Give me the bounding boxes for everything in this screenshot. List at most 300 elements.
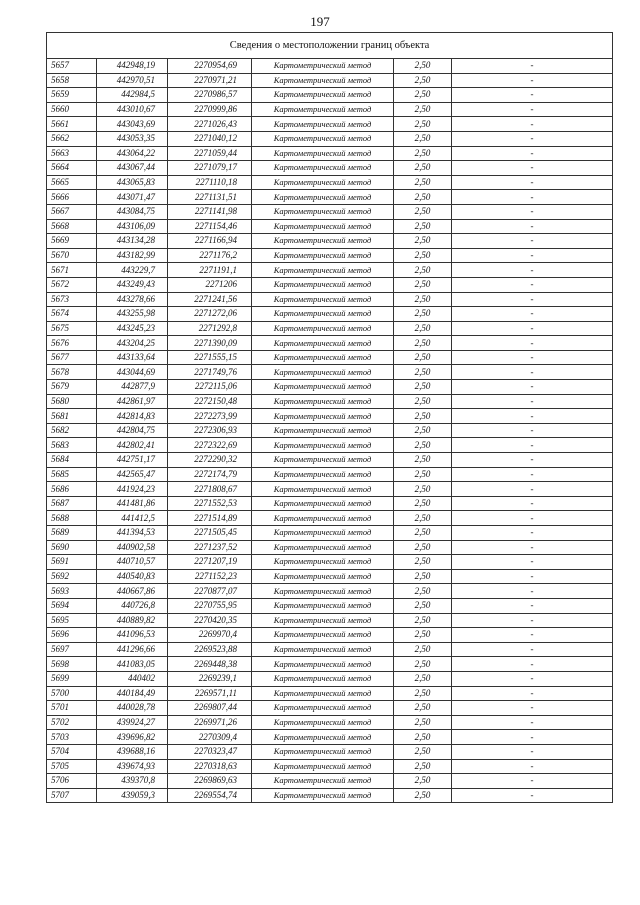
point-number-cell: 5691: [47, 555, 97, 570]
y-coordinate-cell: 2269554,74: [168, 788, 252, 803]
y-coordinate-cell: 2271241,56: [168, 292, 252, 307]
y-coordinate-cell: 2271141,98: [168, 204, 252, 219]
method-cell: Картометрический метод: [252, 423, 394, 438]
y-coordinate-cell: 2269523,88: [168, 642, 252, 657]
y-coordinate-cell: 2270999,86: [168, 102, 252, 117]
table-row: [47, 628, 613, 643]
x-coordinate-cell: 440540,83: [97, 569, 168, 584]
y-coordinate-cell: 2270877,07: [168, 584, 252, 599]
x-coordinate-cell: 443204,25: [97, 336, 168, 351]
accuracy-cell: 2,50: [394, 423, 452, 438]
method-cell: Картометрический метод: [252, 190, 394, 205]
x-coordinate-cell: 440902,58: [97, 540, 168, 555]
accuracy-cell: 2,50: [394, 584, 452, 599]
table-row: [47, 219, 613, 234]
description-cell: -: [452, 394, 613, 409]
method-cell: Картометрический метод: [252, 701, 394, 716]
table-row: [47, 555, 613, 570]
y-coordinate-cell: 2271176,2: [168, 248, 252, 263]
y-coordinate-cell: 2270755,95: [168, 598, 252, 613]
point-number-cell: 5660: [47, 102, 97, 117]
y-coordinate-cell: 2272150,48: [168, 394, 252, 409]
method-cell: Картометрический метод: [252, 788, 394, 803]
method-cell: Картометрический метод: [252, 482, 394, 497]
table-row: [47, 496, 613, 511]
method-cell: Картометрический метод: [252, 730, 394, 745]
point-number-cell: 5677: [47, 350, 97, 365]
point-number-cell: 5675: [47, 321, 97, 336]
y-coordinate-cell: 2271131,51: [168, 190, 252, 205]
point-number-cell: 5662: [47, 131, 97, 146]
y-coordinate-cell: 2271272,06: [168, 307, 252, 322]
description-cell: -: [452, 526, 613, 541]
description-cell: -: [452, 701, 613, 716]
description-cell: -: [452, 788, 613, 803]
y-coordinate-cell: 2271040,12: [168, 131, 252, 146]
method-cell: Картометрический метод: [252, 307, 394, 322]
method-cell: Картометрический метод: [252, 146, 394, 161]
description-cell: -: [452, 321, 613, 336]
accuracy-cell: 2,50: [394, 540, 452, 555]
x-coordinate-cell: 439688,16: [97, 744, 168, 759]
point-number-cell: 5687: [47, 496, 97, 511]
description-cell: -: [452, 423, 613, 438]
y-coordinate-cell: 2272306,93: [168, 423, 252, 438]
point-number-cell: 5706: [47, 774, 97, 789]
accuracy-cell: 2,50: [394, 598, 452, 613]
description-cell: -: [452, 307, 613, 322]
method-cell: Картометрический метод: [252, 394, 394, 409]
method-cell: Картометрический метод: [252, 365, 394, 380]
y-coordinate-cell: 2269571,11: [168, 686, 252, 701]
point-number-cell: 5704: [47, 744, 97, 759]
description-cell: -: [452, 759, 613, 774]
description-cell: -: [452, 336, 613, 351]
table-row: [47, 759, 613, 774]
method-cell: Картометрический метод: [252, 628, 394, 643]
x-coordinate-cell: 443053,35: [97, 131, 168, 146]
x-coordinate-cell: 441924,23: [97, 482, 168, 497]
x-coordinate-cell: 443255,98: [97, 307, 168, 322]
y-coordinate-cell: 2271237,52: [168, 540, 252, 555]
method-cell: Картометрический метод: [252, 453, 394, 468]
accuracy-cell: 2,50: [394, 788, 452, 803]
point-number-cell: 5694: [47, 598, 97, 613]
method-cell: Картометрический метод: [252, 248, 394, 263]
table-row: [47, 365, 613, 380]
x-coordinate-cell: 443044,69: [97, 365, 168, 380]
accuracy-cell: 2,50: [394, 146, 452, 161]
x-coordinate-cell: 443182,99: [97, 248, 168, 263]
x-coordinate-cell: 443229,7: [97, 263, 168, 278]
table-row: [47, 248, 613, 263]
description-cell: -: [452, 584, 613, 599]
method-cell: Картометрический метод: [252, 117, 394, 132]
table-row: [47, 161, 613, 176]
method-cell: Картометрический метод: [252, 759, 394, 774]
table-row: [47, 131, 613, 146]
accuracy-cell: 2,50: [394, 526, 452, 541]
x-coordinate-cell: 442804,75: [97, 423, 168, 438]
x-coordinate-cell: 441394,53: [97, 526, 168, 541]
table-row: [47, 307, 613, 322]
table-row: [47, 511, 613, 526]
description-cell: -: [452, 234, 613, 249]
description-cell: -: [452, 598, 613, 613]
point-number-cell: 5659: [47, 88, 97, 103]
x-coordinate-cell: 443134,28: [97, 234, 168, 249]
point-number-cell: 5695: [47, 613, 97, 628]
table-row: [47, 336, 613, 351]
table-row: [47, 321, 613, 336]
method-cell: Картометрический метод: [252, 467, 394, 482]
table-row: [47, 234, 613, 249]
x-coordinate-cell: 440667,86: [97, 584, 168, 599]
method-cell: Картометрический метод: [252, 598, 394, 613]
table-row: [47, 569, 613, 584]
accuracy-cell: 2,50: [394, 628, 452, 643]
x-coordinate-cell: 443106,09: [97, 219, 168, 234]
accuracy-cell: 2,50: [394, 190, 452, 205]
accuracy-cell: 2,50: [394, 380, 452, 395]
point-number-cell: 5667: [47, 204, 97, 219]
method-cell: Картометрический метод: [252, 219, 394, 234]
point-number-cell: 5707: [47, 788, 97, 803]
accuracy-cell: 2,50: [394, 409, 452, 424]
point-number-cell: 5693: [47, 584, 97, 599]
description-cell: -: [452, 175, 613, 190]
description-cell: -: [452, 642, 613, 657]
table-row: [47, 102, 613, 117]
description-cell: -: [452, 540, 613, 555]
table-row: [47, 686, 613, 701]
y-coordinate-cell: 2270323,47: [168, 744, 252, 759]
table-body: [47, 59, 613, 803]
accuracy-cell: 2,50: [394, 204, 452, 219]
table-row: [47, 540, 613, 555]
x-coordinate-cell: 442948,19: [97, 59, 168, 74]
point-number-cell: 5697: [47, 642, 97, 657]
accuracy-cell: 2,50: [394, 117, 452, 132]
table-row: [47, 117, 613, 132]
point-number-cell: 5671: [47, 263, 97, 278]
x-coordinate-cell: 443067,44: [97, 161, 168, 176]
table-row: [47, 642, 613, 657]
description-cell: -: [452, 569, 613, 584]
method-cell: Картометрический метод: [252, 409, 394, 424]
description-cell: -: [452, 59, 613, 74]
x-coordinate-cell: 440889,82: [97, 613, 168, 628]
point-number-cell: 5658: [47, 73, 97, 88]
table-row: [47, 730, 613, 745]
description-cell: -: [452, 365, 613, 380]
boundary-table-container: [46, 32, 612, 803]
table-row: [47, 88, 613, 103]
y-coordinate-cell: 2270420,35: [168, 613, 252, 628]
point-number-cell: 5698: [47, 657, 97, 672]
table-row: [47, 526, 613, 541]
description-cell: -: [452, 555, 613, 570]
y-coordinate-cell: 2271026,43: [168, 117, 252, 132]
point-number-cell: 5664: [47, 161, 97, 176]
point-number-cell: 5686: [47, 482, 97, 497]
point-number-cell: 5683: [47, 438, 97, 453]
accuracy-cell: 2,50: [394, 394, 452, 409]
method-cell: Картометрический метод: [252, 715, 394, 730]
point-number-cell: 5663: [47, 146, 97, 161]
accuracy-cell: 2,50: [394, 759, 452, 774]
table-row: [47, 671, 613, 686]
point-number-cell: 5696: [47, 628, 97, 643]
accuracy-cell: 2,50: [394, 161, 452, 176]
description-cell: -: [452, 131, 613, 146]
point-number-cell: 5672: [47, 277, 97, 292]
point-number-cell: 5657: [47, 59, 97, 74]
x-coordinate-cell: 440726,8: [97, 598, 168, 613]
method-cell: Картометрический метод: [252, 671, 394, 686]
y-coordinate-cell: 2269239,1: [168, 671, 252, 686]
point-number-cell: 5661: [47, 117, 97, 132]
table-row: [47, 146, 613, 161]
method-cell: Картометрический метод: [252, 234, 394, 249]
y-coordinate-cell: 2271514,89: [168, 511, 252, 526]
point-number-cell: 5668: [47, 219, 97, 234]
x-coordinate-cell: 443065,83: [97, 175, 168, 190]
accuracy-cell: 2,50: [394, 219, 452, 234]
y-coordinate-cell: 2269807,44: [168, 701, 252, 716]
description-cell: -: [452, 88, 613, 103]
method-cell: Картометрический метод: [252, 350, 394, 365]
accuracy-cell: 2,50: [394, 482, 452, 497]
table-row: [47, 175, 613, 190]
x-coordinate-cell: 443245,23: [97, 321, 168, 336]
description-cell: -: [452, 496, 613, 511]
description-cell: -: [452, 102, 613, 117]
y-coordinate-cell: 2271292,8: [168, 321, 252, 336]
x-coordinate-cell: 442984,5: [97, 88, 168, 103]
table-row: [47, 613, 613, 628]
point-number-cell: 5703: [47, 730, 97, 745]
accuracy-cell: 2,50: [394, 671, 452, 686]
accuracy-cell: 2,50: [394, 102, 452, 117]
description-cell: -: [452, 380, 613, 395]
point-number-cell: 5692: [47, 569, 97, 584]
description-cell: -: [452, 453, 613, 468]
x-coordinate-cell: 443278,66: [97, 292, 168, 307]
table-row: [47, 394, 613, 409]
point-number-cell: 5690: [47, 540, 97, 555]
point-number-cell: 5688: [47, 511, 97, 526]
table-row: [47, 190, 613, 205]
y-coordinate-cell: 2269448,38: [168, 657, 252, 672]
accuracy-cell: 2,50: [394, 730, 452, 745]
x-coordinate-cell: 442861,97: [97, 394, 168, 409]
x-coordinate-cell: 439696,82: [97, 730, 168, 745]
description-cell: -: [452, 204, 613, 219]
point-number-cell: 5669: [47, 234, 97, 249]
accuracy-cell: 2,50: [394, 496, 452, 511]
point-number-cell: 5702: [47, 715, 97, 730]
accuracy-cell: 2,50: [394, 350, 452, 365]
point-number-cell: 5678: [47, 365, 97, 380]
y-coordinate-cell: 2271390,09: [168, 336, 252, 351]
table-row: [47, 584, 613, 599]
table-row: [47, 59, 613, 74]
accuracy-cell: 2,50: [394, 277, 452, 292]
point-number-cell: 5705: [47, 759, 97, 774]
point-number-cell: 5682: [47, 423, 97, 438]
accuracy-cell: 2,50: [394, 686, 452, 701]
table-row: [47, 744, 613, 759]
x-coordinate-cell: 440710,57: [97, 555, 168, 570]
accuracy-cell: 2,50: [394, 73, 452, 88]
method-cell: Картометрический метод: [252, 613, 394, 628]
x-coordinate-cell: 439924,27: [97, 715, 168, 730]
table-row: [47, 657, 613, 672]
method-cell: Картометрический метод: [252, 380, 394, 395]
method-cell: Картометрический метод: [252, 88, 394, 103]
y-coordinate-cell: 2269970,4: [168, 628, 252, 643]
point-number-cell: 5700: [47, 686, 97, 701]
description-cell: -: [452, 292, 613, 307]
accuracy-cell: 2,50: [394, 511, 452, 526]
table-title: Сведения о местоположении границ объекта: [47, 33, 613, 59]
table-row: [47, 380, 613, 395]
description-cell: -: [452, 744, 613, 759]
description-cell: -: [452, 715, 613, 730]
x-coordinate-cell: 442751,17: [97, 453, 168, 468]
description-cell: -: [452, 161, 613, 176]
table-row: [47, 277, 613, 292]
y-coordinate-cell: 2270954,69: [168, 59, 252, 74]
point-number-cell: 5685: [47, 467, 97, 482]
accuracy-cell: 2,50: [394, 307, 452, 322]
y-coordinate-cell: 2271166,94: [168, 234, 252, 249]
x-coordinate-cell: 443043,69: [97, 117, 168, 132]
point-number-cell: 5670: [47, 248, 97, 263]
description-cell: -: [452, 482, 613, 497]
y-coordinate-cell: 2272273,99: [168, 409, 252, 424]
y-coordinate-cell: 2271152,23: [168, 569, 252, 584]
accuracy-cell: 2,50: [394, 642, 452, 657]
method-cell: Картометрический метод: [252, 657, 394, 672]
accuracy-cell: 2,50: [394, 88, 452, 103]
x-coordinate-cell: 439370,8: [97, 774, 168, 789]
x-coordinate-cell: 439674,93: [97, 759, 168, 774]
description-cell: -: [452, 671, 613, 686]
method-cell: Картометрический метод: [252, 540, 394, 555]
accuracy-cell: 2,50: [394, 715, 452, 730]
method-cell: Картометрический метод: [252, 584, 394, 599]
accuracy-cell: 2,50: [394, 555, 452, 570]
method-cell: Картометрический метод: [252, 744, 394, 759]
description-cell: -: [452, 409, 613, 424]
accuracy-cell: 2,50: [394, 744, 452, 759]
x-coordinate-cell: 443064,22: [97, 146, 168, 161]
accuracy-cell: 2,50: [394, 234, 452, 249]
accuracy-cell: 2,50: [394, 613, 452, 628]
description-cell: -: [452, 277, 613, 292]
accuracy-cell: 2,50: [394, 657, 452, 672]
y-coordinate-cell: 2272322,69: [168, 438, 252, 453]
description-cell: -: [452, 613, 613, 628]
x-coordinate-cell: 441481,86: [97, 496, 168, 511]
point-number-cell: 5679: [47, 380, 97, 395]
x-coordinate-cell: 443084,75: [97, 204, 168, 219]
method-cell: Картометрический метод: [252, 569, 394, 584]
description-cell: -: [452, 438, 613, 453]
table-row: [47, 350, 613, 365]
description-cell: -: [452, 657, 613, 672]
y-coordinate-cell: 2271059,44: [168, 146, 252, 161]
x-coordinate-cell: 442970,51: [97, 73, 168, 88]
x-coordinate-cell: 442814,83: [97, 409, 168, 424]
accuracy-cell: 2,50: [394, 453, 452, 468]
method-cell: Картометрический метод: [252, 496, 394, 511]
y-coordinate-cell: 2271555,15: [168, 350, 252, 365]
x-coordinate-cell: 442565,47: [97, 467, 168, 482]
x-coordinate-cell: 439059,3: [97, 788, 168, 803]
point-number-cell: 5665: [47, 175, 97, 190]
y-coordinate-cell: 2270971,21: [168, 73, 252, 88]
point-number-cell: 5673: [47, 292, 97, 307]
table-row: [47, 467, 613, 482]
table-row: [47, 409, 613, 424]
method-cell: Картометрический метод: [252, 336, 394, 351]
y-coordinate-cell: 2270318,63: [168, 759, 252, 774]
x-coordinate-cell: 443249,43: [97, 277, 168, 292]
page-number: 197: [310, 14, 330, 29]
accuracy-cell: 2,50: [394, 336, 452, 351]
description-cell: -: [452, 219, 613, 234]
x-coordinate-cell: 441096,53: [97, 628, 168, 643]
method-cell: Картометрический метод: [252, 321, 394, 336]
y-coordinate-cell: 2272115,06: [168, 380, 252, 395]
y-coordinate-cell: 2271154,46: [168, 219, 252, 234]
point-number-cell: 5674: [47, 307, 97, 322]
table-title-row: [47, 33, 613, 59]
accuracy-cell: 2,50: [394, 292, 452, 307]
description-cell: -: [452, 73, 613, 88]
table-row: [47, 598, 613, 613]
point-number-cell: 5699: [47, 671, 97, 686]
method-cell: Картометрический метод: [252, 511, 394, 526]
method-cell: Картометрический метод: [252, 292, 394, 307]
table-row: [47, 292, 613, 307]
x-coordinate-cell: 442802,41: [97, 438, 168, 453]
description-cell: -: [452, 190, 613, 205]
description-cell: -: [452, 248, 613, 263]
method-cell: Картометрический метод: [252, 555, 394, 570]
accuracy-cell: 2,50: [394, 438, 452, 453]
y-coordinate-cell: 2269971,26: [168, 715, 252, 730]
x-coordinate-cell: 441412,5: [97, 511, 168, 526]
point-number-cell: 5666: [47, 190, 97, 205]
x-coordinate-cell: 443071,47: [97, 190, 168, 205]
method-cell: Картометрический метод: [252, 686, 394, 701]
accuracy-cell: 2,50: [394, 248, 452, 263]
table-row: [47, 204, 613, 219]
y-coordinate-cell: 2271505,45: [168, 526, 252, 541]
table-row: [47, 788, 613, 803]
y-coordinate-cell: 2271110,18: [168, 175, 252, 190]
method-cell: Картометрический метод: [252, 263, 394, 278]
y-coordinate-cell: 2272290,32: [168, 453, 252, 468]
y-coordinate-cell: 2270986,57: [168, 88, 252, 103]
description-cell: -: [452, 263, 613, 278]
y-coordinate-cell: 2271808,67: [168, 482, 252, 497]
method-cell: Картометрический метод: [252, 131, 394, 146]
